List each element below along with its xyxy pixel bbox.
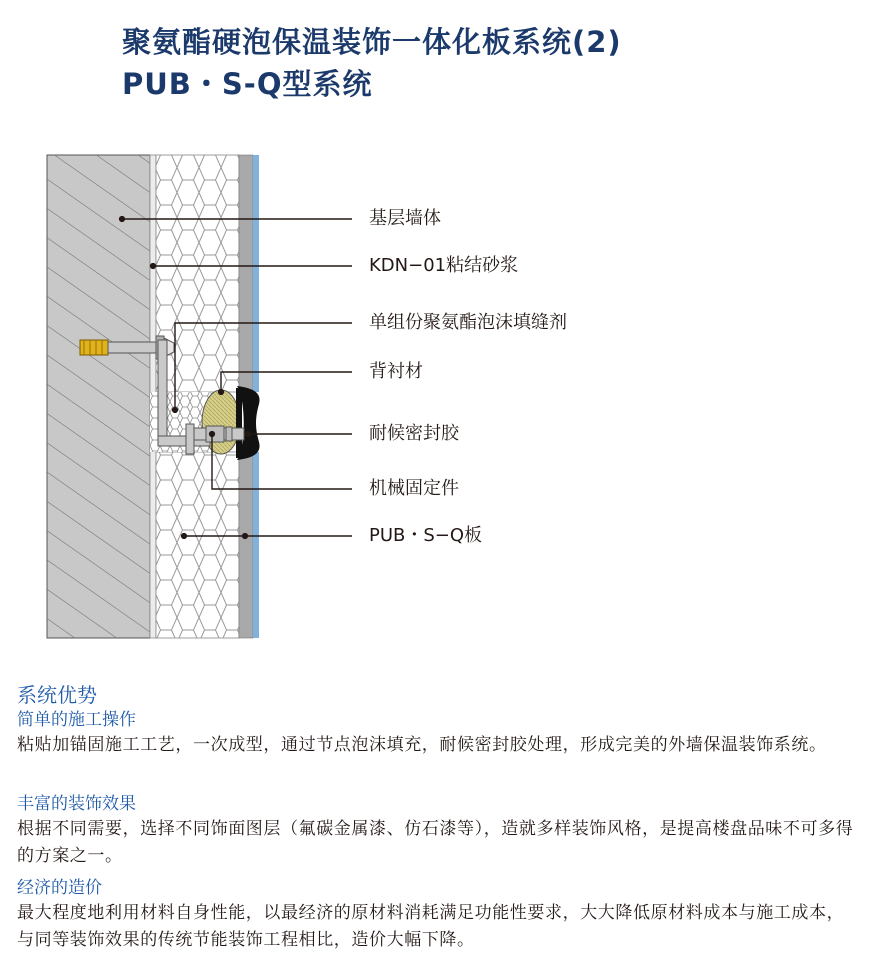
- lower-insulation-board: [156, 452, 259, 638]
- label-weather-sealant: 耐候密封胶: [369, 423, 459, 444]
- advantage-text: 根据不同需要，选择不同饰面图层（氟碳金属漆、仿石漆等），造就多样装饰风格，是提高楼盘品味不可多得的方案之一。: [17, 819, 854, 866]
- label-mechanical-fixing: 机械固定件: [369, 478, 459, 499]
- advantage-title: 丰富的装饰效果: [17, 794, 136, 814]
- base-wall: [47, 155, 150, 638]
- advantage-decoration: [17, 792, 857, 870]
- label-foam-sealant: 单组份聚氨酯泡沫填缝剂: [369, 312, 567, 333]
- advantage-title: 简单的施工操作: [17, 710, 136, 730]
- label-base-wall: 基层墙体: [369, 208, 441, 229]
- advantages-heading: 系统优势: [17, 683, 97, 707]
- advantage-construction: [17, 708, 857, 759]
- advantage-title: 经济的造价: [17, 878, 102, 898]
- label-board: PUB・S−Q板: [369, 525, 483, 546]
- label-backing-material: 背衬材: [369, 361, 423, 382]
- advantage-text: 粘贴加锚固施工工艺，一次成型，通过节点泡沫填充，耐候密封胶处理，形成完美的外墙保温装饰系统。: [17, 735, 827, 755]
- label-adhesive-mortar: KDN−01粘结砂浆: [369, 255, 519, 276]
- page-title: 聚氨酯硬泡保温装饰一体化板系统(2): [122, 25, 622, 59]
- upper-insulation-board: [156, 155, 259, 392]
- page-subtitle: PUB・S-Q型系统: [122, 67, 373, 101]
- advantage-text: 最大程度地利用材料自身性能，以最经济的原材料消耗满足功能性要求，大大降低原材料成本与施工成本，与同等装饰效果的传统节能装饰工程相比，造价大幅下降。: [17, 903, 845, 950]
- advantage-cost: [17, 876, 857, 954]
